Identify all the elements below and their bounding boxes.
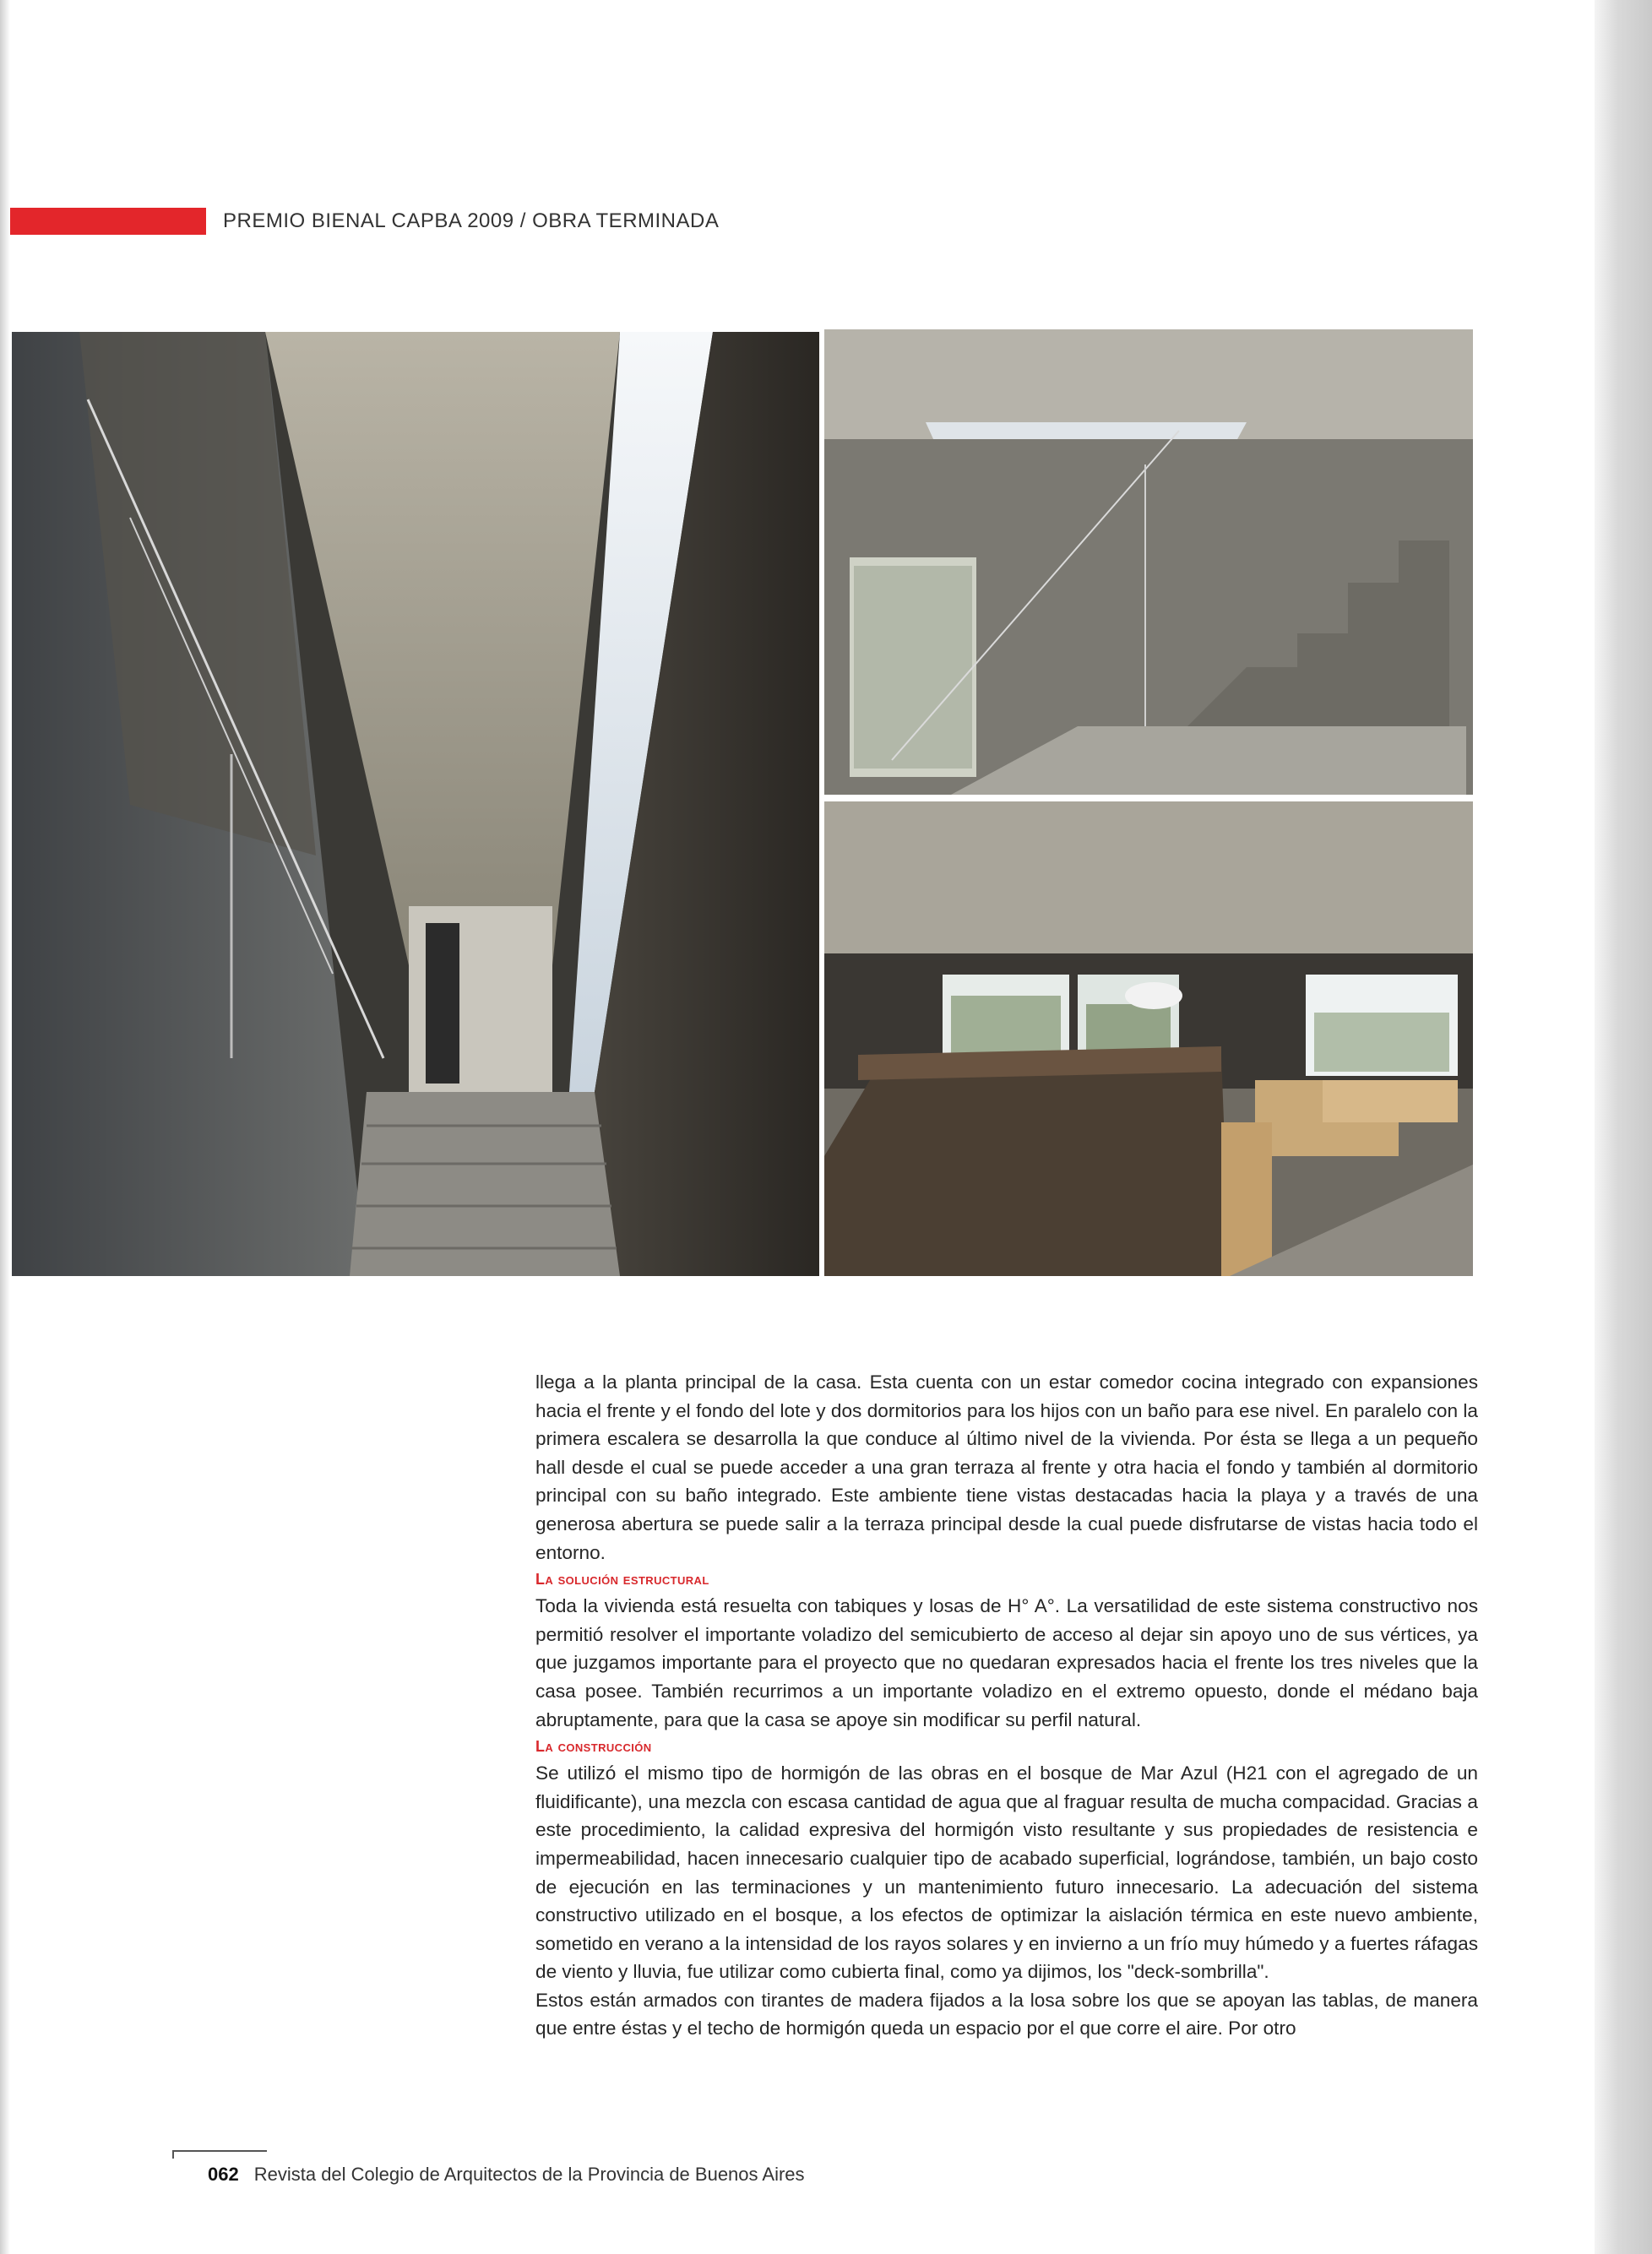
- photo-stairwell: [12, 332, 819, 1276]
- paragraph-deck: Estos están armados con tirantes de madera fijados a la losa sobre los que se apoyan las tablas, de manera que entre éstas y el techo de hormigón queda un espacio por el que corre el aire. Por otro: [535, 1989, 1478, 2039]
- paragraph-structure: Toda la vivienda está resuelta con tabiques y losas de H° A°. La versatilidad de este sistema constructivo nos permitió resolver el importante voladizo del semicubierto de acceso al dejar sin apoyo uno de sus vértices, ya que juzgamos importante para el proyecto que no quedaran expresados hacia el frente los tres niveles que la casa posee. También recurrimos a un importante voladizo en el extremo opuesto, donde el médano baja abruptamente, para que la casa se apoye sin modificar su perfil natural.: [535, 1595, 1478, 1730]
- footer-rule: [172, 2150, 267, 2152]
- publication-name: Revista del Colegio de Arquitectos de la Provincia de Buenos Aires: [253, 2164, 805, 2185]
- paragraph-main-floor: llega a la planta principal de la casa. Esta cuenta con un estar comedor cocina integrado con expansiones hacia el frente y el fondo del lote y dos dormitorios para los hijos con un baño para ese nivel. En paralelo con la primera escalera se desarrolla la que conduce al último nivel de la vivienda. Por ésta se llega a un pequeño hall desde el cual se puede acceder a una gran terraza al frente y otra hacia el fondo y también al dormitorio principal con su baño integrado. Este ambiente tiene vistas destacadas hacia la playa y a través de una generosa abertura se puede salir a la terraza principal desde la cual puede disfrutarse de vistas hacia todo el entorno.: [535, 1371, 1478, 1563]
- subhead-construction: La construcción: [535, 1738, 652, 1756]
- page-footer: [208, 2164, 805, 2186]
- paragraph-construction: Se utilizó el mismo tipo de hormigón de las obras en el bosque de Mar Azul (H21 con el agregado de un fluidificante), una mezcla con escasa cantidad de agua que al fraguar resulta de mucha compacidad. Gracias a este procedimiento, la calidad expresiva del hormigón visto resultante y sus propiedades de resistencia e impermeabilidad, hacen innecesario cualquier tipo de acabado superficial, lográndose, también, un bajo costo de ejecución en las terminaciones y un mantenimiento futuro innecesario. La adecuación del sistema constructivo utilizado en el bosque, a los efectos de optimizar la aislación térmica en este nuevo ambiente, sometido en verano a la intensidad de los rayos solares y en invierno a un frío muy húmedo y a fuertes ráfagas de viento y lluvia, fue utilizar como cubierta final, como ya dijimos, los "deck-sombrilla".: [535, 1762, 1478, 1983]
- photo-staircase: [824, 329, 1473, 795]
- page-number: 062: [208, 2164, 239, 2185]
- page-left-edge: [0, 0, 10, 2254]
- subhead-structural-solution: La solución estructural: [535, 1571, 709, 1589]
- footer-tick: [172, 2150, 174, 2159]
- page-gutter-shadow: [1595, 0, 1652, 2254]
- section-accent-bar: [10, 208, 206, 235]
- section-header: PREMIO BIENAL CAPBA 2009 / OBRA TERMINADA: [223, 209, 720, 232]
- article-body: [535, 1368, 1478, 2043]
- photo-living-room: [824, 801, 1473, 1276]
